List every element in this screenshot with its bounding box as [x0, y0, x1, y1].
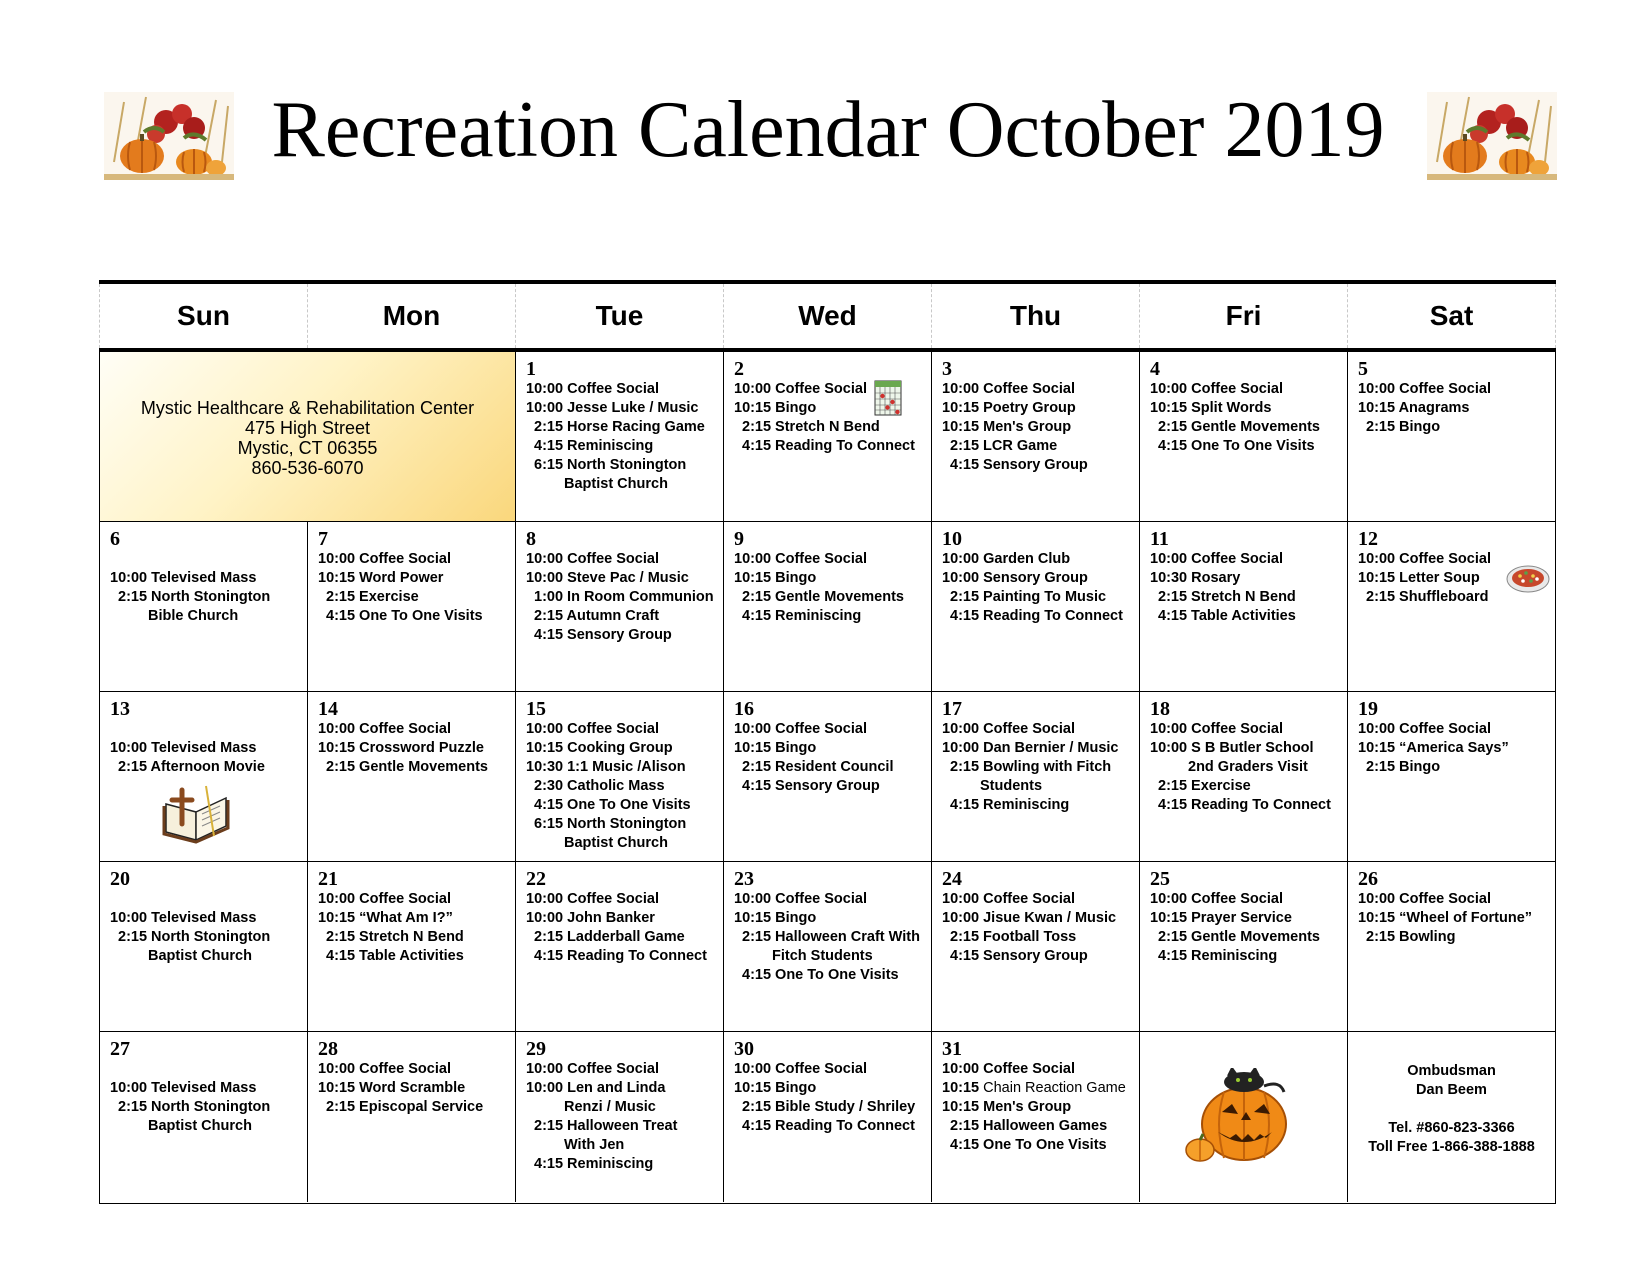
- event: 4:15 Reading To Connect: [950, 608, 1123, 624]
- event: 10:00 Coffee Social: [734, 721, 867, 737]
- event: 10:00 Coffee Social: [1358, 551, 1491, 567]
- day-cell: [932, 1032, 1140, 1202]
- day-number: 31: [942, 1038, 962, 1060]
- event: 4:15 Sensory Group: [534, 627, 672, 643]
- event: 2:15 Gentle Movements: [1158, 419, 1320, 435]
- weekday-tue: Tue: [515, 284, 723, 348]
- day-number: 10: [942, 528, 962, 550]
- day-cell: [1140, 352, 1348, 522]
- day-number: 15: [526, 698, 546, 720]
- halloween-cell: [1140, 1032, 1348, 1202]
- day-cell: [516, 862, 724, 1032]
- day-number: 4: [1150, 358, 1160, 380]
- day-cell: [932, 692, 1140, 862]
- event: 10:00 Coffee Social: [734, 551, 867, 567]
- facility-city: Mystic, CT 06355: [237, 438, 378, 458]
- event: 10:00 Televised Mass: [110, 910, 257, 926]
- ombudsman-info: [1348, 1032, 1555, 1202]
- event: 2:15 Horse Racing Game: [534, 419, 705, 435]
- event: 2:15 Exercise: [326, 589, 419, 605]
- event: 2:15 Shuffleboard: [1366, 589, 1489, 605]
- event: 4:15 Sensory Group: [950, 948, 1088, 964]
- event: 2:15 Gentle Movements: [1158, 929, 1320, 945]
- event: 10:15 Bingo: [734, 570, 817, 586]
- event: 2:15 Bingo: [1366, 759, 1441, 775]
- calendar-grid: [99, 352, 1556, 1204]
- event: 10:00 Coffee Social: [942, 381, 1075, 397]
- day-cell: [100, 862, 308, 1032]
- event: 10:00 S B Butler School: [1150, 740, 1314, 756]
- day-number: 22: [526, 868, 546, 890]
- day-cell: [724, 352, 932, 522]
- event: 10:15 Prayer Service: [1150, 910, 1292, 926]
- event: 10:00 Coffee Social: [734, 381, 867, 397]
- day-cell: [724, 692, 932, 862]
- day-cell: [308, 522, 516, 692]
- day-cell: [308, 862, 516, 1032]
- event: 2:15 LCR Game: [950, 438, 1058, 454]
- event: 2:15 Gentle Movements: [742, 589, 904, 605]
- event: Baptist Church: [564, 835, 668, 851]
- day-cell: [932, 862, 1140, 1032]
- event: 4:15 One To One Visits: [1158, 438, 1315, 454]
- event: 4:15 One To One Visits: [742, 967, 899, 983]
- event: 2:15 Episcopal Service: [326, 1099, 484, 1115]
- autumn-pumpkins-icon: [1427, 92, 1557, 180]
- day-cell: [724, 1032, 932, 1202]
- bible-icon: [162, 784, 232, 844]
- day-cell: [100, 692, 308, 862]
- day-cell: [724, 862, 932, 1032]
- jack-o-lantern-icon: [1184, 1068, 1294, 1164]
- day-number: 8: [526, 528, 536, 550]
- event: 2:15 Gentle Movements: [326, 759, 488, 775]
- event: 4:15 Table Activities: [1158, 608, 1296, 624]
- event: 6:15 North Stonington: [534, 457, 687, 473]
- event: 4:15 Reminiscing: [534, 438, 654, 454]
- day-cell: [1140, 692, 1348, 862]
- event: 2:15 Bowling with Fitch: [950, 759, 1112, 775]
- event: 10:00 Garden Club: [942, 551, 1071, 567]
- event: 10:00 Coffee Social: [1150, 551, 1283, 567]
- event: 10:00 Coffee Social: [1358, 381, 1491, 397]
- day-cell: [1140, 862, 1348, 1032]
- event: 4:15 One To One Visits: [534, 797, 691, 813]
- day-number: 19: [1358, 698, 1378, 720]
- event: 2:15 Bingo: [1366, 419, 1441, 435]
- day-number: 30: [734, 1038, 754, 1060]
- event: Baptist Church: [564, 476, 668, 492]
- event: 2nd Graders Visit: [1188, 759, 1308, 775]
- event: 10:15 “What Am I?”: [318, 910, 453, 926]
- event: 10:00 Coffee Social: [526, 1061, 659, 1077]
- day-number: 27: [110, 1038, 130, 1060]
- event: 2:15 Stretch N Bend: [742, 419, 880, 435]
- bingo-card-icon: [874, 380, 902, 416]
- event: With Jen: [564, 1137, 625, 1153]
- event: 10:15 Bingo: [734, 740, 817, 756]
- facility-street: 475 High Street: [244, 418, 371, 438]
- event: 10:15 Men's Group: [942, 1099, 1072, 1115]
- day-cell: [932, 352, 1140, 522]
- event: 4:15 Reading To Connect: [1158, 797, 1331, 813]
- day-number: 6: [110, 528, 120, 550]
- event: 10:15 Cooking Group: [526, 740, 673, 756]
- day-number: 25: [1150, 868, 1170, 890]
- event: 10:15 Word Scramble: [318, 1080, 466, 1096]
- day-number: 20: [110, 868, 130, 890]
- event: 2:15 Football Toss: [950, 929, 1077, 945]
- event: Students: [980, 778, 1043, 794]
- day-number: 28: [318, 1038, 338, 1060]
- event: 2:15 Painting To Music: [950, 589, 1107, 605]
- event: 10:00 Coffee Social: [1150, 891, 1283, 907]
- weekday-header: [99, 284, 1556, 348]
- day-cell: [516, 352, 724, 522]
- ombudsman-tollfree: Toll Free 1-866-388-1888: [1368, 1139, 1535, 1155]
- day-number: 26: [1358, 868, 1378, 890]
- day-cell: [308, 692, 516, 862]
- day-number: 21: [318, 868, 338, 890]
- event: 2:15 Bowling: [1366, 929, 1456, 945]
- autumn-pumpkins-icon: [104, 92, 234, 180]
- day-number: 29: [526, 1038, 546, 1060]
- event: 10:00 Coffee Social: [1150, 381, 1283, 397]
- event: 10:00 Coffee Social: [734, 1061, 867, 1077]
- letter-soup-icon: [1506, 564, 1550, 594]
- event: 10:15 Bingo: [734, 1080, 817, 1096]
- day-number: 17: [942, 698, 962, 720]
- day-cell: [516, 522, 724, 692]
- event: 4:15 Reminiscing: [534, 1156, 654, 1172]
- day-number: 24: [942, 868, 962, 890]
- day-number: 3: [942, 358, 952, 380]
- day-number: 12: [1358, 528, 1378, 550]
- event: 2:15 Halloween Treat: [534, 1118, 678, 1134]
- event: Fitch Students: [772, 948, 873, 964]
- event: 4:15 Sensory Group: [950, 457, 1088, 473]
- weekday-wed: Wed: [723, 284, 931, 348]
- ombudsman-tel: Tel. #860-823-3366: [1388, 1120, 1515, 1136]
- event: 4:15 One To One Visits: [950, 1137, 1107, 1153]
- event: 10:00 Coffee Social: [1358, 721, 1491, 737]
- event: 4:15 Sensory Group: [742, 778, 880, 794]
- day-number: 11: [1150, 528, 1169, 550]
- day-number: 18: [1150, 698, 1170, 720]
- event: 10:00 Televised Mass: [110, 570, 257, 586]
- event: 10:00 Coffee Social: [942, 1061, 1075, 1077]
- event: 10:00 Coffee Social: [318, 551, 451, 567]
- day-number: 23: [734, 868, 754, 890]
- event: 2:15 Stretch N Bend: [1158, 589, 1296, 605]
- event: 2:15 Afternoon Movie: [118, 759, 265, 775]
- day-number: 2: [734, 358, 744, 380]
- event: 4:15 Reading To Connect: [534, 948, 707, 964]
- event: 10:15 Chain Reaction Game: [942, 1080, 1126, 1096]
- event: 4:15 Reminiscing: [742, 608, 862, 624]
- day-cell: [100, 1032, 308, 1202]
- day-cell: [1348, 692, 1555, 862]
- event: 10:00 Coffee Social: [318, 891, 451, 907]
- day-number: 9: [734, 528, 744, 550]
- event: 2:15 Exercise: [1158, 778, 1251, 794]
- event: 4:15 Reading To Connect: [742, 438, 915, 454]
- day-number: 7: [318, 528, 328, 550]
- event: 2:15 Halloween Games: [950, 1118, 1108, 1134]
- event: 10:15 Men's Group: [942, 419, 1072, 435]
- day-number: 16: [734, 698, 754, 720]
- event: 10:00 Coffee Social: [942, 721, 1075, 737]
- event: 2:15 Autumn Craft: [534, 608, 660, 624]
- event: 10:00 Coffee Social: [318, 1061, 451, 1077]
- event: 10:00 Coffee Social: [1358, 891, 1491, 907]
- event: 2:15 Resident Council: [742, 759, 894, 775]
- weekday-thu: Thu: [931, 284, 1139, 348]
- event: 10:15 Bingo: [734, 910, 817, 926]
- event: 10:00 Televised Mass: [110, 1080, 257, 1096]
- event: 10:00 Coffee Social: [1150, 721, 1283, 737]
- facility-name: Mystic Healthcare & Rehabilitation Center: [140, 398, 475, 418]
- day-cell: [724, 522, 932, 692]
- weekday-sun: Sun: [99, 284, 307, 348]
- event: 10:00 Len and Linda: [526, 1080, 666, 1096]
- event: 2:15 North Stonington: [118, 1099, 271, 1115]
- facility-info: [100, 352, 516, 522]
- ombudsman-name: Dan Beem: [1416, 1082, 1487, 1098]
- weekday-fri: Fri: [1139, 284, 1347, 348]
- event: 4:15 Reading To Connect: [742, 1118, 915, 1134]
- weekday-sat: Sat: [1347, 284, 1556, 348]
- day-cell: [1348, 522, 1555, 692]
- weekday-mon: Mon: [307, 284, 515, 348]
- event: 10:30 Rosary: [1150, 570, 1241, 586]
- event: 10:15 Bingo: [734, 400, 817, 416]
- event: Renzi / Music: [564, 1099, 656, 1115]
- event: 4:15 One To One Visits: [326, 608, 483, 624]
- event: Bible Church: [148, 608, 239, 624]
- event: Baptist Church: [148, 1118, 252, 1134]
- event: 10:15 Split Words: [1150, 400, 1272, 416]
- event: 10:15 Poetry Group: [942, 400, 1076, 416]
- event: 10:00 Coffee Social: [526, 891, 659, 907]
- page-title: Recreation Calendar October 2019: [271, 86, 1385, 174]
- event: 10:00 Jisue Kwan / Music: [942, 910, 1117, 926]
- event: 4:15 Reminiscing: [1158, 948, 1278, 964]
- event: 4:15 Table Activities: [326, 948, 464, 964]
- event: 2:15 Bible Study / Shriley: [742, 1099, 916, 1115]
- event: 6:15 North Stonington: [534, 816, 687, 832]
- ombudsman-title: Ombudsman: [1407, 1063, 1496, 1079]
- event: 2:15 Stretch N Bend: [326, 929, 464, 945]
- day-number: 5: [1358, 358, 1368, 380]
- event: 10:00 Coffee Social: [734, 891, 867, 907]
- day-cell: [516, 692, 724, 862]
- event: 2:15 North Stonington: [118, 589, 271, 605]
- event: 10:15 Word Power: [318, 570, 444, 586]
- day-number: 13: [110, 698, 130, 720]
- day-cell: [516, 1032, 724, 1202]
- day-cell: [1140, 522, 1348, 692]
- event: 10:00 Dan Bernier / Music: [942, 740, 1119, 756]
- event: 10:15 “Wheel of Fortune”: [1358, 910, 1533, 926]
- event: Baptist Church: [148, 948, 252, 964]
- event: 10:15 “America Says”: [1358, 740, 1509, 756]
- event: 2:15 Halloween Craft With: [742, 929, 920, 945]
- event: 10:00 John Banker: [526, 910, 655, 926]
- day-cell: [308, 1032, 516, 1202]
- event: 4:15 Reminiscing: [950, 797, 1070, 813]
- event: 10:00 Steve Pac / Music: [526, 570, 689, 586]
- day-number: 1: [526, 358, 536, 380]
- event: 10:00 Jesse Luke / Music: [526, 400, 699, 416]
- event: 2:30 Catholic Mass: [534, 778, 665, 794]
- event: 2:15 North Stonington: [118, 929, 271, 945]
- event: 10:00 Coffee Social: [318, 721, 451, 737]
- event: 10:00 Coffee Social: [942, 891, 1075, 907]
- event: 10:00 Sensory Group: [942, 570, 1088, 586]
- event: 2:15 Ladderball Game: [534, 929, 685, 945]
- event: 10:30 1:1 Music /Alison: [526, 759, 686, 775]
- facility-phone: 860-536-6070: [251, 458, 364, 478]
- day-cell: [100, 522, 308, 692]
- event: 1:00 In Room Communion: [534, 589, 714, 605]
- event: 10:00 Coffee Social: [526, 381, 659, 397]
- title-area: [0, 80, 1650, 190]
- day-cell: [932, 522, 1140, 692]
- day-cell: [1348, 352, 1555, 522]
- event: 10:00 Coffee Social: [526, 551, 659, 567]
- day-cell: [1348, 862, 1555, 1032]
- event: 10:00 Coffee Social: [526, 721, 659, 737]
- event: 10:15 Letter Soup: [1358, 570, 1480, 586]
- event: 10:15 Crossword Puzzle: [318, 740, 484, 756]
- day-number: 14: [318, 698, 338, 720]
- event: 10:00 Televised Mass: [110, 740, 257, 756]
- event: 10:15 Anagrams: [1358, 400, 1470, 416]
